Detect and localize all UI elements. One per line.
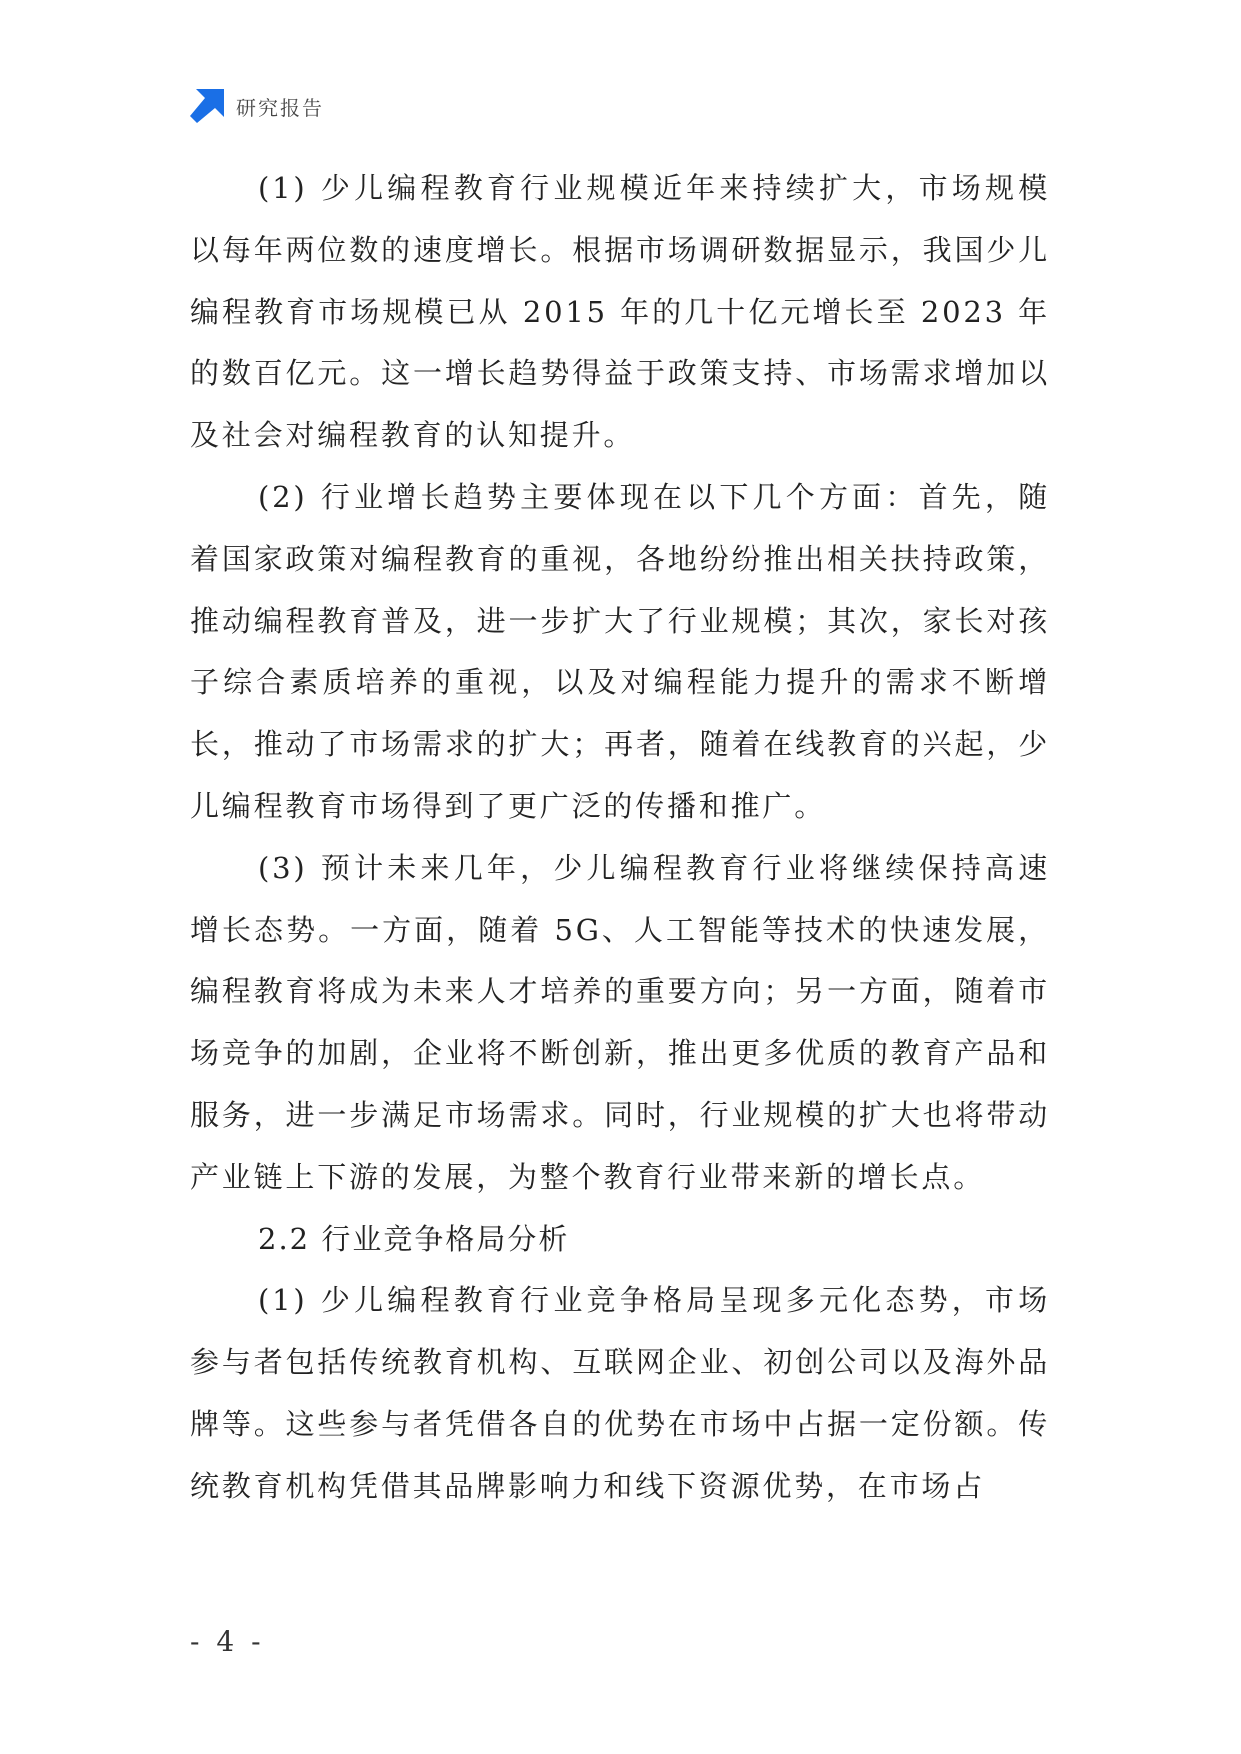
paragraph-2: (2) 行业增长趋势主要体现在以下几个方面：首先，随着国家政策对编程教育的重视，各地纷纷推出相关扶持政策，推动编程教育普及，进一步扩大了行业规模；其次，家长对孩子综合素质培养的重视，以及对编程能力提升的需求不断增长，推动了市场需求的扩大；再者，随着在线教育的兴起，少儿编程教育市场得到了更广泛的传播和推广。 bbox=[190, 479, 1050, 823]
section-paragraph-1: (1) 少儿编程教育行业竞争格局呈现多元化态势，市场参与者包括传统教育机构、互联网企业、初创公司以及海外品牌等。这些参与者凭借各自的优势在市场中占据一定份额。传统教育机构凭借其品牌影响力和线下资源优势，在市场占 bbox=[190, 1283, 1050, 1503]
header-title: 研究报告 bbox=[236, 95, 324, 120]
section-heading: 2.2 行业竞争格局分析 bbox=[258, 1221, 570, 1256]
document-body bbox=[190, 158, 1050, 1518]
page-header bbox=[190, 88, 324, 124]
arrow-up-right-icon bbox=[190, 89, 224, 123]
paragraph-3: (3) 预计未来几年，少儿编程教育行业将继续保持高速增长态势。一方面，随着 5G、人工智能等技术的快速发展，编程教育将成为未来人才培养的重要方向；另一方面，随着市场竞争的加剧，企业将不断创新，推出更多优质的教育产品和服务，进一步满足市场需求。同时，行业规模的扩大也将带动产业链上下游的发展，为整个教育行业带来新的增长点。 bbox=[190, 850, 1050, 1194]
page-number: - 4 - bbox=[190, 1625, 265, 1658]
paragraph-1: (1) 少儿编程教育行业规模近年来持续扩大，市场规模以每年两位数的速度增长。根据市场调研数据显示，我国少儿编程教育市场规模已从 2015 年的几十亿元增长至 2023 年的数百亿元。这一增长趋势得益于政策支持、市场需求增加以及社会对编程教育的认知提升。 bbox=[190, 171, 1050, 453]
